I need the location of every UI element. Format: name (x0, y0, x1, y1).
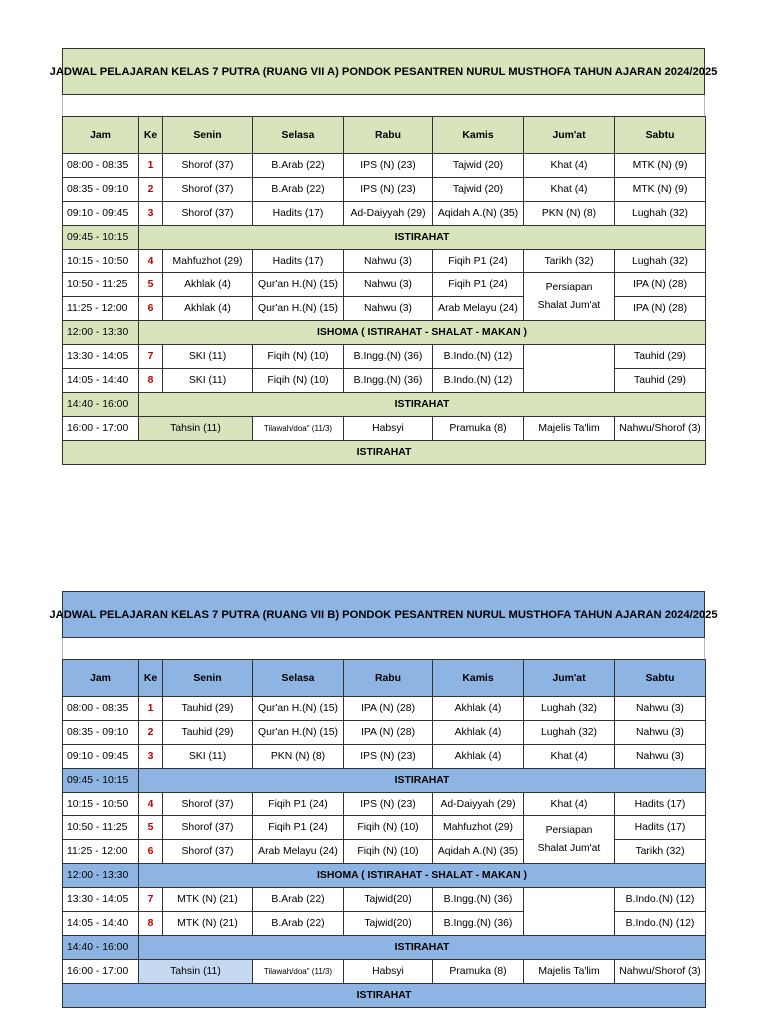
table-row (63, 249, 706, 273)
column-header: Jam (63, 117, 139, 154)
column-header: Ke (139, 117, 163, 154)
subject-cell: Fiqih (N) (10) (344, 816, 433, 840)
subject-cell: SKI (11) (163, 345, 253, 369)
break-label: ISTIRAHAT (139, 392, 706, 416)
subject-cell: Qur'an H.(N) (15) (253, 273, 344, 297)
column-header: Kamis (433, 660, 524, 697)
footer-label: ISTIRAHAT (63, 440, 706, 464)
column-header: Rabu (344, 660, 433, 697)
subject-cell: Qur'an H.(N) (15) (253, 697, 344, 721)
break-label: ISHOMA ( ISTIRAHAT - SHALAT - MAKAN ) (139, 321, 706, 345)
subject-cell: Tauhid (29) (163, 720, 253, 744)
subject-cell: Tauhid (29) (163, 697, 253, 721)
time-cell: 11:25 - 12:00 (63, 840, 139, 864)
subject-cell: B.Indo.(N) (12) (615, 888, 706, 912)
subject-cell: B.Arab (22) (253, 912, 344, 936)
subject-cell: Shorof (37) (163, 201, 253, 225)
break-row (63, 321, 706, 345)
subject-cell: Nahwu (3) (344, 273, 433, 297)
period-number: 6 (139, 840, 163, 864)
table-a-title: JADWAL PELAJARAN KELAS 7 PUTRA (RUANG VII A) PONDOK PESANTREN NURUL MUSTHOFA TAHUN AJARAN 2024/2025 (62, 48, 705, 95)
subject-cell: B.Ingg.(N) (36) (344, 345, 433, 369)
subject-cell: B.Arab (22) (253, 154, 344, 178)
column-header: Kamis (433, 117, 524, 154)
time-cell: 08:35 - 09:10 (63, 177, 139, 201)
table-row (63, 177, 706, 201)
footer-label: ISTIRAHAT (63, 983, 706, 1007)
subject-cell: PKN (N) (8) (253, 744, 344, 768)
table-row (63, 416, 706, 440)
table-row (63, 888, 706, 912)
period-number: 1 (139, 697, 163, 721)
break-label: ISTIRAHAT (139, 768, 706, 792)
subject-cell: Fiqih P1 (24) (433, 273, 524, 297)
subject-cell: Fiqih (N) (10) (253, 369, 344, 393)
time-cell: 16:00 - 17:00 (63, 959, 139, 983)
table-row (63, 959, 706, 983)
subject-cell: B.Indo.(N) (12) (433, 345, 524, 369)
time-cell: 10:50 - 11:25 (63, 273, 139, 297)
subject-cell: Tarikh (32) (524, 249, 615, 273)
subject-cell: IPS (N) (23) (344, 154, 433, 178)
column-header: Selasa (253, 117, 344, 154)
column-header: Jum'at (524, 660, 615, 697)
subject-cell: IPS (N) (23) (344, 792, 433, 816)
subject-cell: Nahwu/Shorof (3) (615, 959, 706, 983)
subject-cell: Lughah (32) (524, 697, 615, 721)
subject-cell: Tarikh (32) (615, 840, 706, 864)
subject-cell: SKI (11) (163, 369, 253, 393)
tahsin-cell: Tahsin (11) (139, 959, 253, 983)
subject-cell: Aqidah A.(N) (35) (433, 840, 524, 864)
column-header: Ke (139, 660, 163, 697)
subject-cell: Nahwu (3) (615, 697, 706, 721)
subject-cell: B.Indo.(N) (12) (433, 369, 524, 393)
subject-cell: Arab Melayu (24) (253, 840, 344, 864)
subject-cell: B.Ingg.(N) (36) (344, 369, 433, 393)
subject-cell: Nahwu (3) (615, 720, 706, 744)
subject-cell: Hadits (17) (615, 792, 706, 816)
period-number: 2 (139, 177, 163, 201)
subject-cell: Tajwid(20) (344, 912, 433, 936)
subject-cell: Khat (4) (524, 792, 615, 816)
subject-cell: Tajwid (20) (433, 154, 524, 178)
subject-cell: Mahfuzhot (29) (163, 249, 253, 273)
time-cell: 13:30 - 14:05 (63, 345, 139, 369)
subject-cell: Majelis Ta'lim (524, 959, 615, 983)
time-cell: 08:35 - 09:10 (63, 720, 139, 744)
period-number: 4 (139, 792, 163, 816)
subject-cell: Shorof (37) (163, 177, 253, 201)
time-cell: 08:00 - 08:35 (63, 154, 139, 178)
table-row (63, 792, 706, 816)
time-cell: 08:00 - 08:35 (63, 697, 139, 721)
tahsin-cell: Tahsin (11) (139, 416, 253, 440)
subject-cell: Nahwu (3) (344, 249, 433, 273)
subject-cell: Qur'an H.(N) (15) (253, 720, 344, 744)
period-number: 7 (139, 345, 163, 369)
table-row (63, 273, 706, 297)
subject-cell: B.Ingg.(N) (36) (433, 888, 524, 912)
subject-cell: Shorof (37) (163, 792, 253, 816)
subject-cell: Fiqih (N) (10) (344, 840, 433, 864)
subject-cell: Lughah (32) (615, 249, 706, 273)
friday-merged-cell (524, 888, 615, 936)
subject-cell: MTK (N) (21) (163, 912, 253, 936)
subject-cell: Hadits (17) (253, 201, 344, 225)
subject-cell: Tauhid (29) (615, 369, 706, 393)
period-number: 6 (139, 297, 163, 321)
subject-cell: MTK (N) (9) (615, 154, 706, 178)
period-number: 1 (139, 154, 163, 178)
subject-cell: Tajwid (20) (433, 177, 524, 201)
time-cell: 10:15 - 10:50 (63, 792, 139, 816)
table-row (63, 697, 706, 721)
time-cell: 09:45 - 10:15 (63, 225, 139, 249)
time-cell: 14:05 - 14:40 (63, 369, 139, 393)
subject-cell: Tajwid(20) (344, 888, 433, 912)
subject-cell: Akhlak (4) (163, 297, 253, 321)
time-cell: 16:00 - 17:00 (63, 416, 139, 440)
table-a-grid (62, 116, 706, 465)
column-header: Jam (63, 660, 139, 697)
subject-cell: Fiqih (N) (10) (253, 345, 344, 369)
subject-cell: B.Arab (22) (253, 888, 344, 912)
table-row (63, 345, 706, 369)
column-header: Senin (163, 117, 253, 154)
break-label: ISTIRAHAT (139, 935, 706, 959)
time-cell: 10:50 - 11:25 (63, 816, 139, 840)
subject-cell: B.Indo.(N) (12) (615, 912, 706, 936)
subject-cell: IPA (N) (28) (344, 697, 433, 721)
subject-cell: Qur'an H.(N) (15) (253, 297, 344, 321)
schedule-table-a (49, 48, 718, 465)
table-row (63, 744, 706, 768)
subject-cell: Nahwu/Shorof (3) (615, 416, 706, 440)
friday-merged-cell: Persiapan Shalat Jum'at (524, 273, 615, 321)
time-cell: 09:10 - 09:45 (63, 744, 139, 768)
period-number: 5 (139, 816, 163, 840)
column-header: Rabu (344, 117, 433, 154)
break-row (63, 935, 706, 959)
subject-cell: Aqidah A.(N) (35) (433, 201, 524, 225)
subject-cell: Fiqih P1 (24) (253, 816, 344, 840)
subject-cell: Shorof (37) (163, 840, 253, 864)
subject-cell: Shorof (37) (163, 154, 253, 178)
subject-cell: Lughah (32) (615, 201, 706, 225)
subject-cell: Habsyi (344, 959, 433, 983)
table-b-title: JADWAL PELAJARAN KELAS 7 PUTRA (RUANG VII B) PONDOK PESANTREN NURUL MUSTHOFA TAHUN AJARAN 2024/2025 (62, 591, 705, 638)
break-row (63, 768, 706, 792)
subject-cell: IPA (N) (28) (344, 720, 433, 744)
subject-cell: Nahwu (3) (344, 297, 433, 321)
time-cell: 10:15 - 10:50 (63, 249, 139, 273)
subject-cell: Akhlak (4) (433, 720, 524, 744)
friday-merged-cell: Persiapan Shalat Jum'at (524, 816, 615, 864)
table-b-spacer (62, 638, 705, 659)
time-cell: 13:30 - 14:05 (63, 888, 139, 912)
time-cell: 11:25 - 12:00 (63, 297, 139, 321)
break-label: ISTIRAHAT (139, 225, 706, 249)
subject-cell: Pramuka (8) (433, 959, 524, 983)
period-number: 5 (139, 273, 163, 297)
period-number: 4 (139, 249, 163, 273)
time-cell: 09:10 - 09:45 (63, 201, 139, 225)
period-number: 3 (139, 744, 163, 768)
break-row (63, 392, 706, 416)
header-row (63, 117, 706, 154)
subject-cell: MTK (N) (9) (615, 177, 706, 201)
period-number: 8 (139, 369, 163, 393)
subject-cell: Mahfuzhot (29) (433, 816, 524, 840)
friday-merged-cell (524, 345, 615, 393)
subject-cell: Khat (4) (524, 744, 615, 768)
subject-cell: Tauhid (29) (615, 345, 706, 369)
table-b-grid (62, 659, 706, 1008)
subject-cell: Ad-Daiyyah (29) (433, 792, 524, 816)
footer-row (63, 983, 706, 1007)
subject-cell: Ad-Daiyyah (29) (344, 201, 433, 225)
subject-cell: IPA (N) (28) (615, 273, 706, 297)
subject-cell: IPS (N) (23) (344, 177, 433, 201)
column-header: Sabtu (615, 660, 706, 697)
subject-cell: Lughah (32) (524, 720, 615, 744)
subject-cell: Tilawah/doa" (11/3) (253, 959, 344, 983)
time-cell: 14:40 - 16:00 (63, 392, 139, 416)
subject-cell: Akhlak (4) (433, 744, 524, 768)
subject-cell: Tilawah/doa" (11/3) (253, 416, 344, 440)
table-row (63, 720, 706, 744)
subject-cell: SKI (11) (163, 744, 253, 768)
subject-cell: Hadits (17) (615, 816, 706, 840)
footer-row (63, 440, 706, 464)
break-label: ISHOMA ( ISTIRAHAT - SHALAT - MAKAN ) (139, 864, 706, 888)
column-header: Senin (163, 660, 253, 697)
subject-cell: Majelis Ta'lim (524, 416, 615, 440)
period-number: 8 (139, 912, 163, 936)
subject-cell: IPA (N) (28) (615, 297, 706, 321)
subject-cell: Nahwu (3) (615, 744, 706, 768)
break-row (63, 225, 706, 249)
period-number: 2 (139, 720, 163, 744)
table-row (63, 154, 706, 178)
subject-cell: Habsyi (344, 416, 433, 440)
period-number: 3 (139, 201, 163, 225)
subject-cell: B.Ingg.(N) (36) (433, 912, 524, 936)
table-row (63, 201, 706, 225)
table-row (63, 816, 706, 840)
subject-cell: PKN (N) (8) (524, 201, 615, 225)
table-a-spacer (62, 95, 705, 116)
subject-cell: B.Arab (22) (253, 177, 344, 201)
subject-cell: Khat (4) (524, 177, 615, 201)
column-header: Selasa (253, 660, 344, 697)
time-cell: 09:45 - 10:15 (63, 768, 139, 792)
column-header: Jum'at (524, 117, 615, 154)
subject-cell: MTK (N) (21) (163, 888, 253, 912)
period-number: 7 (139, 888, 163, 912)
time-cell: 14:40 - 16:00 (63, 935, 139, 959)
time-cell: 14:05 - 14:40 (63, 912, 139, 936)
subject-cell: IPS (N) (23) (344, 744, 433, 768)
time-cell: 12:00 - 13:30 (63, 864, 139, 888)
subject-cell: Pramuka (8) (433, 416, 524, 440)
subject-cell: Shorof (37) (163, 816, 253, 840)
break-row (63, 864, 706, 888)
schedule-table-b (49, 591, 718, 1008)
subject-cell: Akhlak (4) (433, 697, 524, 721)
column-header: Sabtu (615, 117, 706, 154)
subject-cell: Khat (4) (524, 154, 615, 178)
subject-cell: Akhlak (4) (163, 273, 253, 297)
subject-cell: Arab Melayu (24) (433, 297, 524, 321)
header-row (63, 660, 706, 697)
time-cell: 12:00 - 13:30 (63, 321, 139, 345)
subject-cell: Fiqih P1 (24) (433, 249, 524, 273)
subject-cell: Hadits (17) (253, 249, 344, 273)
subject-cell: Fiqih P1 (24) (253, 792, 344, 816)
